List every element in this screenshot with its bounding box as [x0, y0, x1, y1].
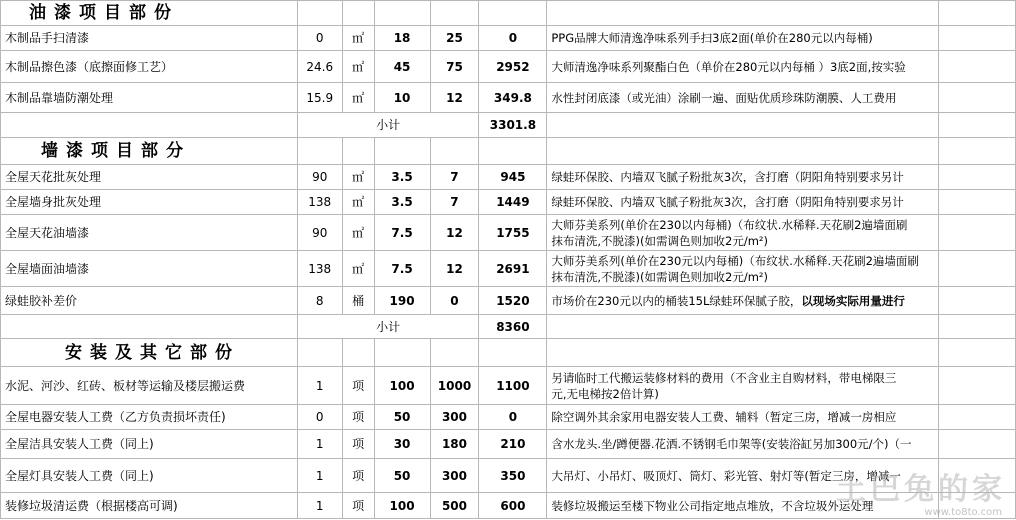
- item-unit: ㎡: [342, 51, 374, 83]
- item-material-price: 30: [374, 430, 430, 459]
- item-labor-price: 75: [430, 51, 479, 83]
- item-labor-price: 180: [430, 430, 479, 459]
- item-name: 木制品靠墙防潮处理: [1, 83, 298, 113]
- table-row: [1, 251, 1016, 287]
- item-qty: 1: [297, 367, 342, 405]
- item-notes: PPG品牌大师清逸净味系列手扫3底2面(单价在280元以内每桶): [547, 26, 939, 51]
- item-qty: 0: [297, 26, 342, 51]
- item-unit: 项: [342, 367, 374, 405]
- item-labor-price: 500: [430, 493, 479, 519]
- item-qty: 90: [297, 165, 342, 190]
- item-notes: 绿蛙环保胶、内墙双飞腻子粉批灰3次，含打磨（阴阳角特别要求另计: [547, 165, 939, 190]
- item-total: 0: [479, 405, 547, 430]
- item-total: 1100: [479, 367, 547, 405]
- item-notes: 大师清逸净味系列聚酯白色（单价在280元以内每桶 ）3底2面,按实验: [547, 51, 939, 83]
- item-total: 349.8: [479, 83, 547, 113]
- item-material-price: 100: [374, 493, 430, 519]
- item-labor-price: 300: [430, 459, 479, 493]
- item-name: 木制品手扫清漆: [1, 26, 298, 51]
- item-name: 木制品擦色漆（底擦面修工艺）: [1, 51, 298, 83]
- item-name: 水泥、河沙、红砖、板材等运输及楼层搬运费: [1, 367, 298, 405]
- item-unit: ㎡: [342, 190, 374, 215]
- section-title: 墙漆项目部分: [1, 138, 298, 165]
- section-title: 安装及其它部份: [1, 339, 298, 367]
- item-unit: 项: [342, 493, 374, 519]
- subtotal-value: 8360: [479, 315, 547, 339]
- section-title: 油漆项目部份: [1, 1, 298, 26]
- table-row: [1, 215, 1016, 251]
- item-unit: ㎡: [342, 26, 374, 51]
- item-total: 350: [479, 459, 547, 493]
- item-total: 0: [479, 26, 547, 51]
- table-row: [1, 26, 1016, 51]
- item-notes: 除空调外其余家用电器安装人工费、辅料（暂定三房，增减一房相应: [547, 405, 939, 430]
- item-material-price: 100: [374, 367, 430, 405]
- table-row: [1, 287, 1016, 315]
- table-row: [1, 430, 1016, 459]
- watermark-logo: 土巴兔的家: [836, 472, 1006, 507]
- item-unit: ㎡: [342, 83, 374, 113]
- item-total: 210: [479, 430, 547, 459]
- item-qty: 138: [297, 251, 342, 287]
- item-material-price: 50: [374, 459, 430, 493]
- item-name: 装修垃圾清运费（根据楼高可调): [1, 493, 298, 519]
- item-unit: 桶: [342, 287, 374, 315]
- item-qty: 90: [297, 215, 342, 251]
- item-unit: 项: [342, 459, 374, 493]
- section-header-row: [1, 1, 1016, 26]
- item-labor-price: 7: [430, 190, 479, 215]
- table-row: [1, 405, 1016, 430]
- subtotal-label: 小计: [297, 315, 479, 339]
- item-material-price: 10: [374, 83, 430, 113]
- item-qty: 8: [297, 287, 342, 315]
- table-row: [1, 165, 1016, 190]
- item-notes: 水性封闭底漆（或光油）涂刷一遍、面贴优质珍珠防潮膜、人工费用: [547, 83, 939, 113]
- item-qty: 1: [297, 430, 342, 459]
- item-labor-price: 1000: [430, 367, 479, 405]
- item-unit: ㎡: [342, 215, 374, 251]
- item-material-price: 3.5: [374, 190, 430, 215]
- item-unit: ㎡: [342, 165, 374, 190]
- item-total: 600: [479, 493, 547, 519]
- item-total: 1449: [479, 190, 547, 215]
- item-name: 全屋墙身批灰处理: [1, 190, 298, 215]
- item-total: 2952: [479, 51, 547, 83]
- item-name: 绿蛙胶补差价: [1, 287, 298, 315]
- item-material-price: 190: [374, 287, 430, 315]
- item-notes: 大师芬美系列(单价在230以内每桶)（布纹状.水稀释.天花刷2遍墙面刷 抹布清洗,不脱漆)(如需调色则加收2元/m²): [547, 215, 939, 251]
- table-row: [1, 51, 1016, 83]
- item-notes-emphasis: 以现场实际用量进行: [801, 293, 905, 308]
- item-total: 945: [479, 165, 547, 190]
- item-notes: 大吊灯、小吊灯、吸顶灯、筒灯、彩光管、射灯等(暂定三房，增减一: [547, 459, 939, 493]
- item-qty: 1: [297, 493, 342, 519]
- item-notes: 市场价在230元以内的桶装15L绿蛙环保腻子胶，以现场实际用量进行: [547, 287, 939, 315]
- item-material-price: 45: [374, 51, 430, 83]
- item-notes: 绿蛙环保胶、内墙双飞腻子粉批灰3次，含打磨（阴阳角特别要求另计: [547, 190, 939, 215]
- item-labor-price: 25: [430, 26, 479, 51]
- item-name: 全屋灯具安装人工费（同上): [1, 459, 298, 493]
- item-labor-price: 0: [430, 287, 479, 315]
- item-material-price: 18: [374, 26, 430, 51]
- table-row: [1, 83, 1016, 113]
- table-row: [1, 367, 1016, 405]
- item-notes: 含水龙头.坐/蹲便器.花洒.不锈钢毛巾架等(安装浴缸另加300元/个)（一: [547, 430, 939, 459]
- item-labor-price: 12: [430, 215, 479, 251]
- item-qty: 138: [297, 190, 342, 215]
- item-total: 2691: [479, 251, 547, 287]
- item-labor-price: 300: [430, 405, 479, 430]
- subtotal-row: [1, 113, 1016, 138]
- table-row: [1, 190, 1016, 215]
- item-labor-price: 12: [430, 251, 479, 287]
- item-material-price: 7.5: [374, 251, 430, 287]
- item-total: 1520: [479, 287, 547, 315]
- section-header-row: [1, 339, 1016, 367]
- item-name: 全屋墙面油墙漆: [1, 251, 298, 287]
- item-qty: 0: [297, 405, 342, 430]
- item-qty: 1: [297, 459, 342, 493]
- item-name: 全屋洁具安装人工费（同上): [1, 430, 298, 459]
- item-qty: 24.6: [297, 51, 342, 83]
- item-qty: 15.9: [297, 83, 342, 113]
- item-name: 全屋电器安装人工费（乙方负责损坏责任): [1, 405, 298, 430]
- item-material-price: 7.5: [374, 215, 430, 251]
- item-labor-price: 7: [430, 165, 479, 190]
- item-unit: 项: [342, 405, 374, 430]
- item-total: 1755: [479, 215, 547, 251]
- item-notes: 装修垃圾搬运至楼下物业公司指定地点堆放，不含垃圾外运处理: [547, 493, 939, 519]
- item-material-price: 3.5: [374, 165, 430, 190]
- section-header-row: [1, 138, 1016, 165]
- item-notes: 大师芬美系列(单价在230元以内每桶)（布纹状.水稀释.天花刷2遍墙面刷 抹布清洗,不脱漆)(如需调色则加收2元/m²): [547, 251, 939, 287]
- item-labor-price: 12: [430, 83, 479, 113]
- item-material-price: 50: [374, 405, 430, 430]
- watermark-url: www.to8to.com: [924, 507, 1002, 518]
- subtotal-row: [1, 315, 1016, 339]
- item-name: 全屋天花批灰处理: [1, 165, 298, 190]
- subtotal-label: 小计: [297, 113, 479, 138]
- item-unit: ㎡: [342, 251, 374, 287]
- item-notes: 另请临时工代搬运装修材料的费用（不含业主自购材料，带电梯限三 元,无电梯按2倍计算): [547, 367, 939, 405]
- subtotal-value: 3301.8: [479, 113, 547, 138]
- item-name: 全屋天花油墙漆: [1, 215, 298, 251]
- item-unit: 项: [342, 430, 374, 459]
